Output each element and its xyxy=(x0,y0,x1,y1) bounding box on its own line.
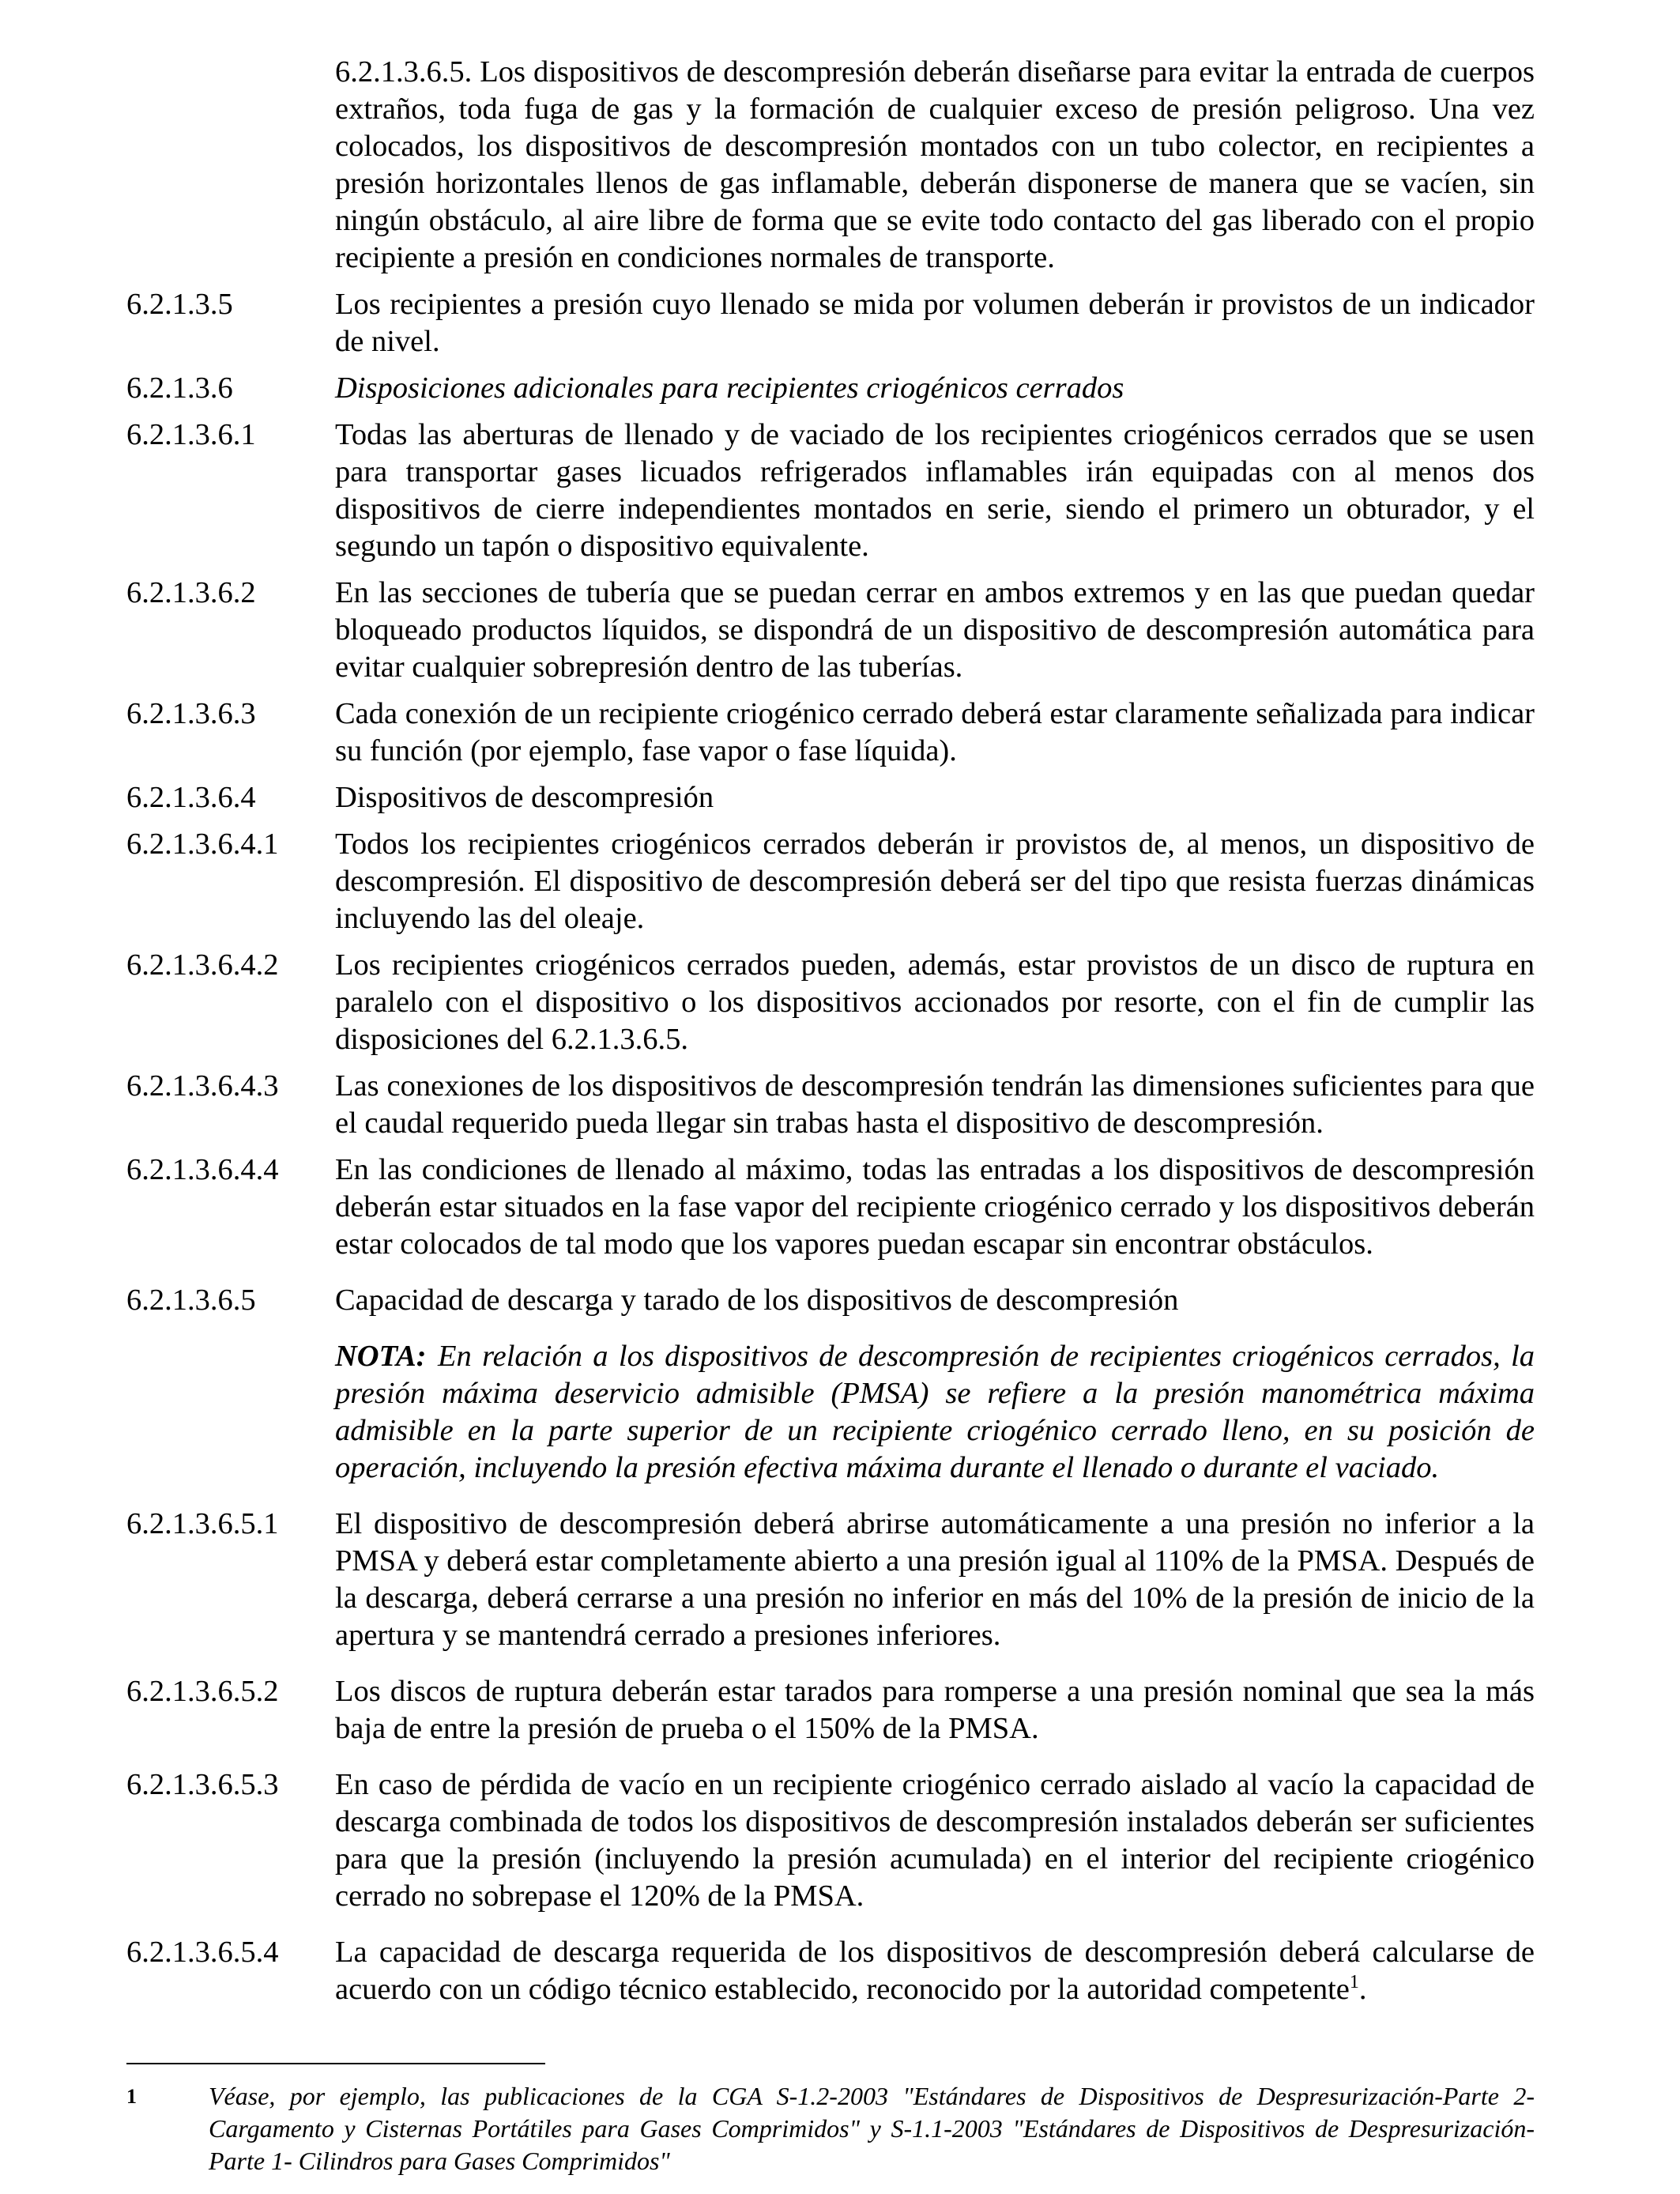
paragraph-number: 6.2.1.3.6 xyxy=(126,371,233,405)
note-block xyxy=(335,1338,1535,1487)
paragraph-text: El dispositivo de descompresión deberá abrirse automáticamente a una presión no inferior a la PMSA y deberá estar completamente abierto a una presión igual al 110% de la PMSA. Después de la descarga, deberá cerrarse a una presión no inferior en más del 10% de la presión de inicio de la apertura y se mantendrá cerrado a presiones inferiores. xyxy=(335,1507,1535,1652)
paragraph-text: Cada conexión de un recipiente criogénico cerrado deberá estar claramente señalizada para indicar su función (por ejemplo, fase vapor o fase líquida). xyxy=(335,697,1535,767)
paragraph-6-2-1-3-6-1 xyxy=(126,417,1535,565)
paragraph-number: 6.2.1.3.6.4.3 xyxy=(126,1069,279,1103)
paragraph-number: 6.2.1.3.6.2 xyxy=(126,576,256,609)
paragraph-number: 6.2.1.3.6.5.1 xyxy=(126,1507,279,1540)
paragraph-number: 6.2.1.3.6.1 xyxy=(126,418,256,451)
final-period: . xyxy=(1358,1973,1367,2006)
paragraph-number: 6.2.1.3.6.5.3 xyxy=(126,1768,279,1801)
note-label: NOTA: xyxy=(335,1340,427,1373)
paragraph-6-2-1-3-6-3 xyxy=(126,696,1535,770)
footnote-mark: 1 xyxy=(126,2085,137,2108)
paragraph-6-2-1-3-6-4 xyxy=(126,779,1535,816)
paragraph-number: 6.2.1.3.6.4.4 xyxy=(126,1153,279,1186)
footnote-text: Véase, por ejemplo, las publicaciones de la CGA S-1.2-2003 "Estándares de Dispositivos de Despresurización-Parte 2-Cargamento y Cisternas Portátiles para Gases Comprimidos" y S-1.1-2003 "Estándares de Dispositivos de Despresurización-Parte 1- Cilindros para Gases Comprimidos" xyxy=(209,2082,1535,2175)
paragraph-6-2-1-3-6-4-1 xyxy=(126,826,1535,937)
paragraph-6-2-1-3-6 xyxy=(126,370,1535,407)
paragraph-text: Dispositivos de descompresión xyxy=(335,781,714,814)
paragraph-number: 6.2.1.3.6.5.4 xyxy=(126,1936,279,1969)
paragraph-continuation xyxy=(126,54,1535,277)
paragraph-6-2-1-3-6-5-4 xyxy=(126,1934,1535,2008)
section-heading: Disposiciones adicionales para recipientes criogénicos cerrados xyxy=(335,371,1124,405)
note-text: En relación a los dispositivos de descompresión de recipientes criogénicos cerrados, la presión máxima deservicio admisible (PMSA) se refiere a la presión manométrica máxima admisible en la parte superior de un recipiente criogénico cerrado lleno, en su posición de operación, incluyendo la presión efectiva máxima durante el llenado o durante el vaciado. xyxy=(335,1340,1535,1484)
paragraph-text: Capacidad de descarga y tarado de los dispositivos de descompresión xyxy=(335,1284,1179,1317)
paragraph-number: 6.2.1.3.6.4.1 xyxy=(126,827,279,861)
paragraph-text: En caso de pérdida de vacío en un recipiente criogénico cerrado aislado al vacío la capacidad de descarga combinada de todos los dispositivos de descompresión instalados deberán ser suficientes para que la presión (incluyendo la presión acumulada) en el interior del recipiente criogénico cerrado no sobrepase el 120% de la PMSA. xyxy=(335,1768,1535,1913)
paragraph-number: 6.2.1.3.6.3 xyxy=(126,697,256,730)
paragraph-6-2-1-3-6-5-2 xyxy=(126,1673,1535,1747)
paragraph-text: 6.2.1.3.6.5. Los dispositivos de descompresión deberán diseñarse para evitar la entrada de cuerpos extraños, toda fuga de gas y la formación de cualquier exceso de presión peligroso. Una vez colocados, los dispositivos de descompresión montados con un tubo colector, en recipientes a presión horizontales llenos de gas inflamable, deberán disponerse de manera que se vacíen, sin ningún obstáculo, al aire libre de forma que se evite todo contacto del gas liberado con el propio recipiente a presión en condiciones normales de transporte. xyxy=(335,55,1535,274)
paragraph-text: En las condiciones de llenado al máximo, todas las entradas a los dispositivos de descompresión deberán estar situados en la fase vapor del recipiente criogénico cerrado y los dispositivos deberán estar colocados de tal modo que los vapores puedan escapar sin encontrar obstáculos. xyxy=(335,1153,1535,1261)
paragraph-text: Todos los recipientes criogénicos cerrados deberán ir provistos de, al menos, un dispositivo de descompresión. El dispositivo de descompresión deberá ser del tipo que resista fuerzas dinámicas incluyendo las del oleaje. xyxy=(335,827,1535,935)
footnote-divider xyxy=(126,2063,545,2064)
paragraph-6-2-1-3-6-5 xyxy=(126,1282,1535,1319)
paragraph-6-2-1-3-6-4-4 xyxy=(126,1152,1535,1263)
paragraph-text: Los discos de ruptura deberán estar tarados para romperse a una presión nominal que sea la más baja de entre la presión de prueba o el 150% de la PMSA. xyxy=(335,1675,1535,1745)
paragraph-number: 6.2.1.3.6.4 xyxy=(126,781,256,814)
paragraph-number: 6.2.1.3.5 xyxy=(126,288,233,321)
footnote xyxy=(126,2080,1535,2177)
document-body xyxy=(126,54,1535,2018)
paragraph-text: Los recipientes criogénicos cerrados pueden, además, estar provistos de un disco de ruptura en paralelo con el dispositivo o los dispositivos accionados por resorte, con el fin de cumplir las disposiciones del 6.2.1.3.6.5. xyxy=(335,948,1535,1056)
paragraph-text: Las conexiones de los dispositivos de descompresión tendrán las dimensiones suficientes para que el caudal requerido pueda llegar sin trabas hasta el dispositivo de descompresión. xyxy=(335,1069,1535,1140)
paragraph-6-2-1-3-6-4-3 xyxy=(126,1068,1535,1142)
paragraph-text: Todas las aberturas de llenado y de vaciado de los recipientes criogénicos cerrados que se usen para transportar gases licuados refrigerados inflamables irán equipadas con al menos dos dispositivos de cierre independientes montados en serie, siendo el primero un obturador, y el segundo un tapón o dispositivo equivalente. xyxy=(335,418,1535,563)
paragraph-text: En las secciones de tubería que se puedan cerrar en ambos extremos y en las que puedan quedar bloqueado productos líquidos, se dispondrá de un dispositivo de descompresión automática para evitar cualquier sobrepresión dentro de las tuberías. xyxy=(335,576,1535,684)
paragraph-6-2-1-3-6-5-1 xyxy=(126,1506,1535,1654)
paragraph-6-2-1-3-6-4-2 xyxy=(126,947,1535,1058)
paragraph-text-main: La capacidad de descarga requerida de los dispositivos de descompresión deberá calcularse de acuerdo con un código técnico establecido, reconocido por la autoridad competente xyxy=(335,1936,1535,2006)
footnote-reference[interactable]: 1 xyxy=(1349,1972,1359,1993)
paragraph-number: 6.2.1.3.6.5 xyxy=(126,1284,256,1317)
paragraph-text xyxy=(335,1934,1535,2008)
paragraph-6-2-1-3-5 xyxy=(126,286,1535,360)
paragraph-6-2-1-3-6-2 xyxy=(126,575,1535,686)
paragraph-6-2-1-3-6-5-3 xyxy=(126,1766,1535,1915)
paragraph-text: Los recipientes a presión cuyo llenado se mida por volumen deberán ir provistos de un indicador de nivel. xyxy=(335,288,1535,358)
paragraph-number: 6.2.1.3.6.4.2 xyxy=(126,948,279,982)
paragraph-number: 6.2.1.3.6.5.2 xyxy=(126,1675,279,1708)
